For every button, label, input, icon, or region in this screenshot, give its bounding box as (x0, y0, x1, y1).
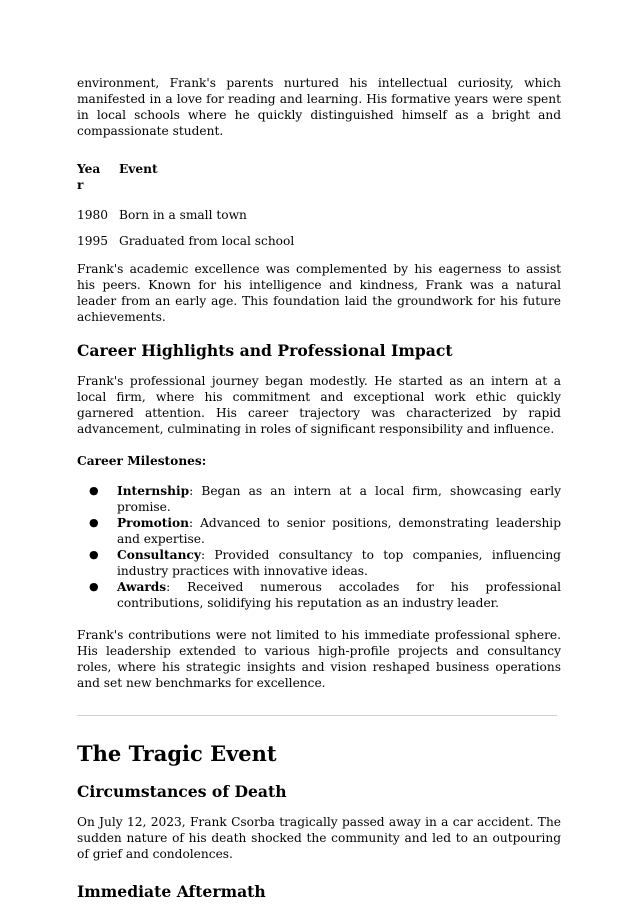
table-row (77, 207, 294, 233)
list-item (89, 483, 561, 515)
horizontal-divider (77, 715, 557, 716)
milestone-term: Promotion (117, 516, 189, 530)
list-item (89, 547, 561, 579)
career-heading: Career Highlights and Professional Impact (77, 341, 453, 360)
academic-paragraph: Frank's academic excellence was complemented by his eagerness to assist his peers. Known for his intelligence and kindness, Frank was a natural leader from an early age. This foundation laid the groundwork for his future achievements. (77, 262, 561, 324)
tragic-event-heading: The Tragic Event (77, 741, 277, 766)
milestones-title: Career Milestones: (77, 454, 207, 468)
milestone-term: Awards (117, 580, 167, 594)
career-paragraph: Frank's professional journey began modestly. He started as an intern at a local firm, where his commitment and exceptional work ethic quickly garnered attention. His career trajectory was characterized by rapid advancement, culminating in roles of significant responsibility and influence. (77, 374, 561, 436)
bullet-icon: ● (89, 548, 99, 561)
milestone-term: Consultancy (117, 548, 201, 562)
milestone-term: Internship (117, 484, 190, 498)
table-cell-year: 1980 (77, 208, 109, 222)
aftermath-heading: Immediate Aftermath (77, 882, 266, 901)
milestone-text: : Advanced to senior positions, demonstrating leadership and expertise. (117, 516, 561, 546)
table-cell-year: 1995 (77, 234, 109, 248)
milestone-text: : Provided consultancy to top companies, influencing industry practices with innovative ideas. (117, 548, 561, 578)
death-paragraph: On July 12, 2023, Frank Csorba tragically passed away in a car accident. The sudden nature of his death shocked the community and led to an outpouring of grief and condolences. (77, 815, 561, 861)
table-header-event: Event (119, 162, 158, 176)
milestone-text: : Received numerous accolades for his professional contributions, solidifying his reputation as an industry leader. (117, 580, 561, 610)
list-item (89, 579, 561, 611)
circumstances-heading: Circumstances of Death (77, 782, 287, 801)
intro-paragraph: environment, Frank's parents nurtured his intellectual curiosity, which manifested in a love for reading and learning. His formative years were spent in local schools where he quickly distinguished himself as a bright and compassionate student. (77, 76, 561, 138)
table-cell-event: Born in a small town (119, 208, 247, 222)
bullet-icon: ● (89, 580, 99, 593)
table-row (77, 233, 294, 259)
contributions-paragraph: Frank's contributions were not limited to his immediate professional sphere. His leadership extended to various high-profile projects and consultancy roles, where his strategic insights and vision reshaped business operations and set new benchmarks for excellence. (77, 628, 561, 690)
table-header-year: Yea r (77, 162, 101, 192)
bullet-icon: ● (89, 516, 99, 529)
table-cell-event: Graduated from local school (119, 234, 295, 248)
milestone-text: : Began as an intern at a local firm, showcasing early promise. (117, 484, 561, 514)
table-header-row (77, 161, 294, 207)
bullet-icon: ● (89, 484, 99, 497)
document-page (77, 75, 561, 914)
timeline-table (77, 161, 294, 259)
list-item (89, 515, 561, 547)
milestones-list (77, 483, 561, 611)
